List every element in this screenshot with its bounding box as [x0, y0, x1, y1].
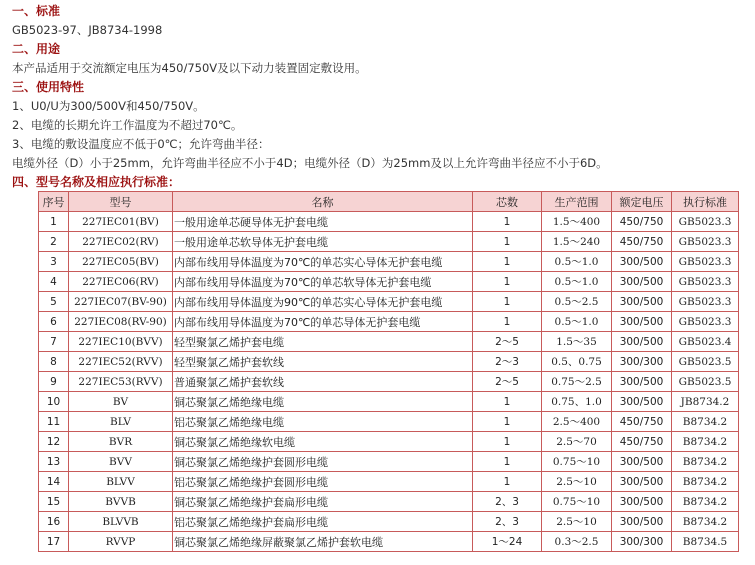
characteristics-line-2: 2、电缆的长期允许工作温度为不超过70℃。 — [12, 118, 243, 132]
cell-voltage: 450/750 — [612, 432, 672, 452]
cell-cores: 1 — [473, 452, 542, 472]
characteristics-line-4: 电缆外径（D）小于25mm，允许弯曲半径应不小于4D；电缆外径（D）为25mm及以上允许弯曲半径应不小于6D。 — [12, 156, 608, 170]
cell-name: 铝芯聚氯乙烯绝缘护套扁形电缆 — [173, 512, 473, 532]
cell-name: 内部布线用导体温度为70℃的单芯导体无护套电缆 — [173, 312, 473, 332]
characteristics-line-1: 1、U0/U为300/500V和450/750V。 — [12, 99, 205, 113]
cell-cores: 1 — [473, 312, 542, 332]
cell-name: 一般用途单芯软导体无护套电缆 — [173, 232, 473, 252]
cell-range: 2.5～10 — [542, 512, 612, 532]
header-index: 序号 — [39, 192, 69, 212]
cell-model: 227IEC01(BV) — [69, 212, 173, 232]
cell-range: 0.75～2.5 — [542, 372, 612, 392]
cell-standard: GB5023.3 — [672, 312, 739, 332]
cell-model: BVV — [69, 452, 173, 472]
cell-index: 15 — [39, 492, 69, 512]
cell-range: 0.3～2.5 — [542, 532, 612, 552]
cell-name: 内部布线用导体温度为70℃的单芯软导体无护套电缆 — [173, 272, 473, 292]
header-range: 生产范围 — [542, 192, 612, 212]
cell-standard: B8734.2 — [672, 512, 739, 532]
section-models-title: 四、型号名称及相应执行标准： — [12, 175, 181, 189]
table-row — [39, 492, 739, 512]
cell-index: 2 — [39, 232, 69, 252]
cell-cores: 1 — [473, 412, 542, 432]
cell-standard: GB5023.4 — [672, 332, 739, 352]
cell-standard: GB5023.5 — [672, 352, 739, 372]
section-standard-text: GB5023-97、JB8734-1998 — [12, 23, 163, 37]
cell-model: BLV — [69, 412, 173, 432]
table-row — [39, 332, 739, 352]
cell-standard: B8734.2 — [672, 412, 739, 432]
table-row — [39, 312, 739, 332]
cell-index: 4 — [39, 272, 69, 292]
cell-name: 内部布线用导体温度为70℃的单芯实心导体无护套电缆 — [173, 252, 473, 272]
characteristics-line-3: 3、电缆的敷设温度应不低于0℃；允许弯曲半径： — [12, 137, 270, 151]
cell-voltage: 300/500 — [612, 472, 672, 492]
cell-range: 1.5～35 — [542, 332, 612, 352]
cell-standard: B8734.2 — [672, 472, 739, 492]
cell-cores: 2、3 — [473, 512, 542, 532]
cell-index: 12 — [39, 432, 69, 452]
cell-standard: B8734.2 — [672, 452, 739, 472]
cell-voltage: 450/750 — [612, 232, 672, 252]
cell-model: 227IEC06(RV) — [69, 272, 173, 292]
cell-cores: 1～24 — [473, 532, 542, 552]
table-row — [39, 292, 739, 312]
cell-model: 227IEC08(RV-90) — [69, 312, 173, 332]
cell-cores: 1 — [473, 232, 542, 252]
cell-cores: 1 — [473, 252, 542, 272]
cell-cores: 2～3 — [473, 352, 542, 372]
cell-voltage: 300/500 — [612, 252, 672, 272]
cell-cores: 1 — [473, 432, 542, 452]
table-row — [39, 512, 739, 532]
cell-model: 227IEC52(RVV) — [69, 352, 173, 372]
cell-range: 2.5～10 — [542, 472, 612, 492]
header-standard: 执行标准 — [672, 192, 739, 212]
cell-cores: 1 — [473, 292, 542, 312]
cell-cores: 2～5 — [473, 332, 542, 352]
cell-model: 227IEC10(BVV) — [69, 332, 173, 352]
cell-name: 普通聚氯乙烯护套软线 — [173, 372, 473, 392]
cell-standard: GB5023.3 — [672, 232, 739, 252]
cell-standard: GB5023.3 — [672, 212, 739, 232]
table-row — [39, 372, 739, 392]
cell-voltage: 300/500 — [612, 332, 672, 352]
table-body — [39, 212, 739, 552]
cell-range: 1.5～240 — [542, 232, 612, 252]
cell-model: 227IEC53(RVV) — [69, 372, 173, 392]
cell-model: BVVB — [69, 492, 173, 512]
section-usage-text: 本产品适用于交流额定电压为450/750V及以下动力装置固定敷设用。 — [12, 61, 367, 75]
cell-cores: 1 — [473, 212, 542, 232]
section-usage-title: 二、用途 — [12, 42, 61, 56]
cell-range: 0.75～10 — [542, 452, 612, 472]
cell-index: 5 — [39, 292, 69, 312]
cell-range: 0.5～2.5 — [542, 292, 612, 312]
cell-voltage: 300/500 — [612, 492, 672, 512]
cell-cores: 2、3 — [473, 492, 542, 512]
cell-voltage: 300/500 — [612, 392, 672, 412]
cell-name: 铜芯聚氯乙烯绝缘护套圆形电缆 — [173, 452, 473, 472]
cell-range: 0.75～10 — [542, 492, 612, 512]
cell-voltage: 300/500 — [612, 372, 672, 392]
section-characteristics-title: 三、使用特性 — [12, 80, 85, 94]
table-row — [39, 472, 739, 492]
cell-index: 17 — [39, 532, 69, 552]
header-name: 名称 — [173, 192, 473, 212]
cell-model: BV — [69, 392, 173, 412]
table-row — [39, 352, 739, 372]
cell-standard: B8734.5 — [672, 532, 739, 552]
cell-model: 227IEC07(BV-90) — [69, 292, 173, 312]
cell-voltage: 300/500 — [612, 272, 672, 292]
table-row — [39, 212, 739, 232]
table-row — [39, 412, 739, 432]
table-row — [39, 252, 739, 272]
cell-name: 铜芯聚氯乙烯绝缘屏蔽聚氯乙烯护套软电缆 — [173, 532, 473, 552]
cell-standard: B8734.2 — [672, 492, 739, 512]
models-table — [38, 191, 739, 552]
cell-cores: 2～5 — [473, 372, 542, 392]
cell-model: 227IEC02(RV) — [69, 232, 173, 252]
cell-index: 8 — [39, 352, 69, 372]
cell-name: 铜芯聚氯乙烯绝缘电缆 — [173, 392, 473, 412]
cell-name: 一般用途单芯硬导体无护套电缆 — [173, 212, 473, 232]
cell-range: 2.5～70 — [542, 432, 612, 452]
cell-standard: B8734.2 — [672, 432, 739, 452]
cell-voltage: 450/750 — [612, 412, 672, 432]
cell-voltage: 450/750 — [612, 212, 672, 232]
cell-range: 0.5～1.0 — [542, 312, 612, 332]
cell-name: 铜芯聚氯乙烯绝缘软电缆 — [173, 432, 473, 452]
cell-name: 铝芯聚氯乙烯绝缘电缆 — [173, 412, 473, 432]
header-cores: 芯数 — [473, 192, 542, 212]
table-row — [39, 392, 739, 412]
cell-standard: GB5023.5 — [672, 372, 739, 392]
cell-index: 1 — [39, 212, 69, 232]
cell-index: 10 — [39, 392, 69, 412]
cell-voltage: 300/300 — [612, 352, 672, 372]
cell-voltage: 300/500 — [612, 312, 672, 332]
cell-range: 0.5、0.75 — [542, 352, 612, 372]
cell-model: 227IEC05(BV) — [69, 252, 173, 272]
cell-voltage: 300/300 — [612, 532, 672, 552]
cell-voltage: 300/500 — [612, 512, 672, 532]
cell-voltage: 300/500 — [612, 452, 672, 472]
cell-index: 16 — [39, 512, 69, 532]
cell-range: 1.5～400 — [542, 212, 612, 232]
cell-standard: GB5023.3 — [672, 252, 739, 272]
cell-index: 11 — [39, 412, 69, 432]
cell-model: BLVVB — [69, 512, 173, 532]
cell-range: 0.5～1.0 — [542, 272, 612, 292]
table-header-row — [39, 192, 739, 212]
table-row — [39, 232, 739, 252]
header-model: 型号 — [69, 192, 173, 212]
cell-voltage: 300/500 — [612, 292, 672, 312]
cell-model: BLVV — [69, 472, 173, 492]
table-row — [39, 532, 739, 552]
cell-name: 铜芯聚氯乙烯绝缘护套扁形电缆 — [173, 492, 473, 512]
table-row — [39, 272, 739, 292]
cell-standard: JB8734.2 — [672, 392, 739, 412]
cell-index: 9 — [39, 372, 69, 392]
cell-index: 6 — [39, 312, 69, 332]
cell-range: 0.5～1.0 — [542, 252, 612, 272]
cell-cores: 1 — [473, 272, 542, 292]
cell-range: 0.75、1.0 — [542, 392, 612, 412]
cell-model: RVVP — [69, 532, 173, 552]
cell-name: 内部布线用导体温度为90℃的单芯实心导体无护套电缆 — [173, 292, 473, 312]
cell-index: 13 — [39, 452, 69, 472]
cell-name: 铝芯聚氯乙烯绝缘护套圆形电缆 — [173, 472, 473, 492]
cell-name: 轻型聚氯乙烯护套电缆 — [173, 332, 473, 352]
cell-cores: 1 — [473, 472, 542, 492]
cell-cores: 1 — [473, 392, 542, 412]
cell-range: 2.5～400 — [542, 412, 612, 432]
cell-standard: GB5023.3 — [672, 272, 739, 292]
cell-index: 7 — [39, 332, 69, 352]
cell-index: 14 — [39, 472, 69, 492]
document-body — [12, 2, 742, 192]
section-standard-title: 一、标准 — [12, 4, 61, 18]
cell-model: BVR — [69, 432, 173, 452]
cell-standard: GB5023.3 — [672, 292, 739, 312]
table-row — [39, 452, 739, 472]
cell-name: 轻型聚氯乙烯护套软线 — [173, 352, 473, 372]
table-row — [39, 432, 739, 452]
header-voltage: 额定电压 — [612, 192, 672, 212]
cell-index: 3 — [39, 252, 69, 272]
